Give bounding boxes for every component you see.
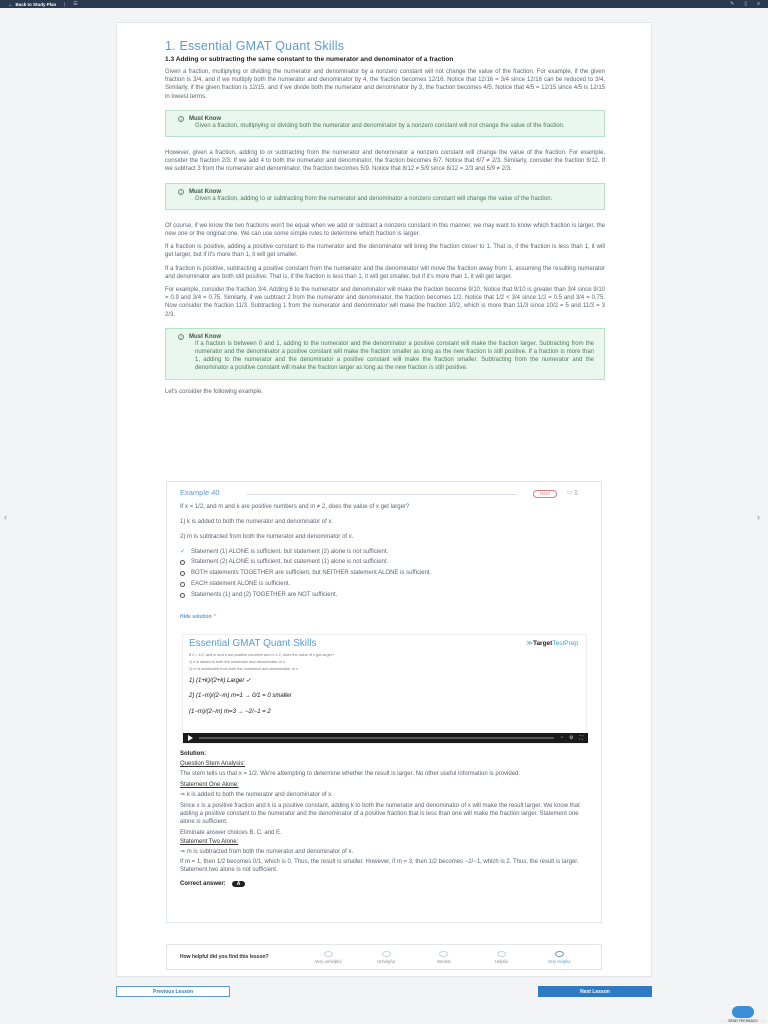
- paragraph: If a fraction is positive, adding a positive constant to the numerator and the denominator will bring the fraction closer to 1. That is, if the fraction is less than 1, it will get larger, but if it's more than 1, it will get smaller.: [165, 244, 605, 259]
- next-lesson-button[interactable]: Next Lesson: [538, 986, 652, 997]
- video-title: Essential GMAT Quant Skills: [189, 638, 317, 649]
- must-know-box: i Must Know If a fraction is between 0 and 1, adding to the numerator and the denominator a positive constant will make the fraction larger. Subtracting from the numerator and the denominator a positive constant will make the fraction smaller as long as the new fraction is still positive. If a fraction is more than 1, adding to the numerator and the denominator a positive constant will make the fraction smaller. Subtracting from the numerator and the denominator a positive constant will make the fraction larger as long as the new fraction is still positive.: [165, 328, 605, 380]
- paragraph: Of course, if we know the two fractions won't be equal when we add or subtract a nonzero constant in this manner, we may want to know which fraction is larger, the new one or the original one. We can use some simple rules to determine which fraction is larger.: [165, 222, 605, 238]
- previous-lesson-button[interactable]: Previous Lesson: [116, 986, 230, 997]
- face-icon: [555, 951, 564, 957]
- back-to-study-plan[interactable]: ← Back to Study Plan: [8, 1, 57, 7]
- menu-icon[interactable]: ≡: [757, 1, 760, 7]
- must-know-box: i Must Know Given a fraction, adding to or subtracting from the numerator and denominator a nonzero constant will change the value of the fraction.: [165, 183, 605, 210]
- paragraph: Given a fraction, multiplying or dividing the numerator and denominator by a nonzero constant will not change the value of the fraction. For example, if the given fraction is 3/4, and if we multiply both the numerator and denominator by 4, the fraction becomes 12/16. Notice that 12/16 = 3/4 since 12/16 can be reduced to 3/4. Similarly, if the given fraction is 12/15, and if we divide both the numerator and denominator by 3, the fraction becomes 4/5. Notice that 4/5 = 12/15 since 4/5 is 12/15 in lowest terms.: [165, 69, 605, 100]
- target-testprep-logo: ≫TargetTestPrep: [526, 640, 578, 647]
- arrow-left-icon: ←: [8, 1, 13, 7]
- send-feedback-widget[interactable]: SEND FEEDBACK: [720, 1006, 766, 1024]
- paragraph: Let's consider the following example.: [165, 388, 263, 395]
- list-icon[interactable]: ☰: [73, 1, 78, 7]
- video-player[interactable]: Essential GMAT Quant Skills ≫TargetTestPrep If x = 1/2, and m and k are positive numbers and m ≠ 2, does the value of x get larger? 1) k is added to both the numerator and denominator of x. 2) m is subtracted from both the numerator and denominator of x. 1) (1+k)/(2+k) Larger ✓ 2) (1−m)/(2−m) m=1 → 0/1 = 0 smaller (1−m)/(2−m) m=3 → −2/−1 = 2 ◔ ⚙ ⛶: [182, 634, 587, 744]
- lesson-title: 1. Essential GMAT Quant Skills: [165, 39, 345, 53]
- prev-arrow-icon[interactable]: ‹: [4, 512, 7, 522]
- statement-two: 2) m is subtracted from both the numerator and denominator of x.: [180, 534, 354, 540]
- rating-neutral[interactable]: Neutral: [415, 951, 473, 964]
- face-icon: [382, 951, 391, 957]
- edit-icon[interactable]: ✎: [730, 1, 735, 7]
- settings-icon[interactable]: ⚙: [569, 735, 574, 741]
- handwriting: 1) (1+k)/(2+k) Larger ✓: [189, 678, 252, 684]
- bookmark-icon[interactable]: ▯: [744, 1, 748, 7]
- chat-bubble-icon: [732, 1006, 754, 1018]
- paragraph: If a fraction is positive, subtracting a positive constant from the numerator and the denominator will move the fraction away from 1, assuming the resulting numerator and denominator are both still positive. That is, if the fraction is less than 1, it will get smaller, but if it's more than 1, it will get larger.: [165, 265, 605, 280]
- next-arrow-icon[interactable]: ›: [757, 512, 760, 522]
- answer-option[interactable]: EACH statement ALONE is sufficient.: [180, 581, 290, 587]
- play-icon[interactable]: [188, 735, 193, 741]
- bookmark-icon[interactable]: ▯: [574, 490, 578, 496]
- radio-icon: [180, 560, 185, 565]
- checkmark-icon: ✓: [180, 549, 186, 555]
- section-title: 1.3 Adding or subtracting the same constant to the numerator and denominator of a fraction: [165, 56, 454, 63]
- logo-arrow-icon: ≫: [526, 640, 533, 647]
- divider: [64, 2, 65, 7]
- must-know-box: i Must Know Given a fraction, multiplying or dividing both the numerator and denominator by a nonzero constant will not change the value of the fraction.: [165, 110, 605, 137]
- rating-unhelpful[interactable]: Unhelpful: [357, 951, 415, 964]
- answer-option[interactable]: Statement (2) ALONE is sufficient, but statement (1) alone is not sufficient.: [180, 559, 388, 565]
- radio-icon: [180, 571, 185, 576]
- video-controls: [183, 733, 588, 743]
- face-icon: [324, 951, 333, 957]
- info-icon: i: [178, 334, 184, 340]
- example-card: [166, 481, 602, 923]
- video-progress-bar[interactable]: [199, 737, 554, 739]
- correct-answer: Correct answer: A: [180, 880, 588, 888]
- answer-badge: A: [232, 881, 246, 887]
- paragraph: However, given a fraction, adding to or subtracting from the numerator and denominator a nonzero constant will change the value of the fraction. For example, consider the fraction 2/3. If we add 4 to both the numerator and denominator, the fraction becomes 6/7. Notice that 6/7 ≠ 2/3. Similarly, consider the fraction 8/12. If we subtract 3 from the numerator and denominator, the fraction becomes 5/9. Notice that 8/12 ≠ 5/9 since 8/12 = 2/3 and 5/9 ≠ 2/3.: [165, 150, 605, 173]
- feedback-question: How helpful did you find this lesson?: [180, 954, 269, 960]
- statement-one: 1) k is added to both the numerator and denominator of x.: [180, 519, 334, 525]
- hide-solution-link[interactable]: Hide solution ⌃: [180, 614, 218, 620]
- handwriting: (1−m)/(2−m) m=3 → −2/−1 = 2: [189, 709, 271, 715]
- info-icon: i: [178, 189, 184, 195]
- face-icon: [439, 951, 448, 957]
- handwriting: 2) (1−m)/(2−m) m=1 → 0/1 = 0 smaller: [189, 693, 292, 699]
- top-bar: [0, 0, 768, 8]
- paragraph: For example, consider the fraction 3/4. Adding 6 to the numerator and denominator will make the fraction become 9/10. Notice that 9/10 is greater than 3/4 since 9/10 = 0.9 and 3/4 = 0.75. Similarly, if we subtract 2 from the numerator and denominator, the fraction becomes 1/2. Notice that 1/2 < 3/4 since 1/2 = 0.5 and 3/4 = 0.75. Now consider the fraction 11/3. Subtracting 1 from the numerator and denominator will make the fraction 10/2, which is more than 11/3 since 10/2 = 5 and 11/3 = 3 2/3.: [165, 287, 605, 318]
- answer-option[interactable]: BOTH statements TOGETHER are sufficient, but NEITHER statement ALONE is sufficient.: [180, 570, 431, 576]
- fullscreen-icon[interactable]: ⛶: [579, 735, 583, 741]
- rating-very-helpful[interactable]: Very Helpful: [530, 951, 588, 964]
- answer-option[interactable]: ✓ Statement (1) ALONE is sufficient, but statement (2) alone is not sufficient.: [180, 548, 389, 555]
- face-icon: [497, 951, 506, 957]
- difficulty-badge: Hard: [533, 490, 557, 498]
- rating-very-unhelpful[interactable]: Very unhelpful: [299, 951, 357, 964]
- solution-section: Solution: Question Stem Analysis: The stem tells us that x = 1/2. We're attempting to determine whether the result is larger. No other useful information is provided. Statement One Alone: ⇒ k is added to both the numerator and denominator of x. Since x is a positive fraction and k is a positive constant, adding k to both the numerator and denominator of x will make the result larger. We know that adding a positive constant to the numerator and the denominator of a positive fraction that is less than one will make the fraction larger. Statement one alone is sufficient. Eliminate answer choices B, C, and E. Statement Two Alone: ⇒ m is subtracted from both the numerator and denominator of x. If m = 1, then 1/2 becomes 0/1, which is 0. Thus, the result is smaller. However, if m = 3, then 1/2 becomes −2/−1, which is 2. Thus, the result is larger. Statement two alone is not sufficient. Correct answer: A: [180, 750, 588, 888]
- question-text: If x = 1/2, and m and k are positive numbers and m ≠ 2, does the value of x get larger?: [180, 504, 410, 510]
- divider: [247, 494, 517, 495]
- chat-icon[interactable]: ▭: [567, 490, 573, 496]
- feedback-bar: [166, 944, 602, 970]
- info-icon: i: [178, 116, 184, 122]
- radio-icon: [180, 582, 185, 587]
- radio-icon: [180, 593, 185, 598]
- example-title: Example 40: [180, 488, 220, 497]
- chevron-up-icon: ⌃: [213, 614, 218, 620]
- volume-icon[interactable]: ◔: [559, 735, 563, 741]
- answer-option[interactable]: Statements (1) and (2) TOGETHER are NOT sufficient.: [180, 592, 337, 598]
- rating-helpful[interactable]: Helpful: [473, 951, 531, 964]
